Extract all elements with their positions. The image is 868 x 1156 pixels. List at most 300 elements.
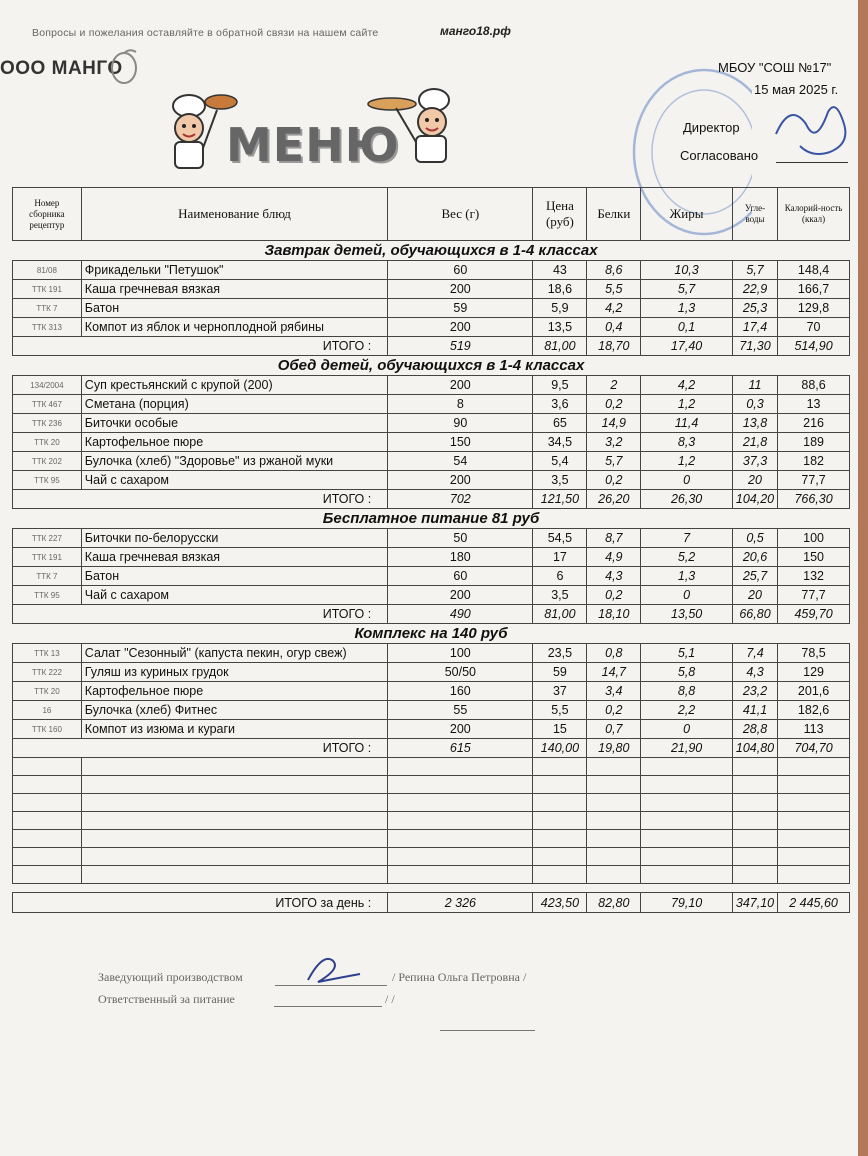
dish-carbs: 5,7	[732, 261, 777, 280]
table-edge	[858, 0, 868, 1156]
dish-price: 5,9	[533, 299, 587, 318]
table-row	[13, 663, 850, 682]
responsible-signature-line	[274, 1006, 382, 1007]
dish-name: Салат "Сезонный" (капуста пекин, огур свеж)	[81, 644, 387, 663]
blank-cell	[388, 794, 533, 812]
blank-cell	[533, 758, 587, 776]
dish-protein: 3,4	[587, 682, 641, 701]
blank-cell	[587, 830, 641, 848]
blank-cell	[13, 758, 82, 776]
school-name: МБОУ "СОШ №17"	[718, 60, 832, 75]
dish-price: 43	[533, 261, 587, 280]
dish-protein: 4,2	[587, 299, 641, 318]
blank-cell	[641, 848, 733, 866]
dish-kcal: 88,6	[778, 376, 850, 395]
total-protein: 18,70	[587, 337, 641, 356]
col-weight-header: Вес (г)	[388, 188, 533, 241]
dish-fat: 1,3	[641, 567, 733, 586]
blank-cell	[13, 830, 82, 848]
dish-protein: 3,2	[587, 433, 641, 452]
recipe-code: ТТК 313	[13, 318, 82, 337]
recipe-code: ТТК 191	[13, 548, 82, 567]
mango-icon	[106, 46, 142, 86]
dish-price: 5,5	[533, 701, 587, 720]
day-total-row	[13, 893, 850, 913]
blank-cell	[587, 794, 641, 812]
dish-fat: 5,1	[641, 644, 733, 663]
blank-cell	[732, 866, 777, 884]
total-carbs: 104,20	[732, 490, 777, 509]
website-link: манго18.рф	[440, 24, 511, 38]
dish-protein: 2	[587, 376, 641, 395]
blank-cell	[778, 758, 850, 776]
chef-right-icon	[366, 86, 464, 178]
total-weight: 490	[388, 605, 533, 624]
total-weight: 615	[388, 739, 533, 758]
dish-fat: 5,7	[641, 280, 733, 299]
blank-row	[13, 758, 850, 776]
dish-fat: 1,3	[641, 299, 733, 318]
dish-carbs: 17,4	[732, 318, 777, 337]
dish-price: 3,5	[533, 471, 587, 490]
recipe-code: 16	[13, 701, 82, 720]
dish-carbs: 41,1	[732, 701, 777, 720]
dish-fat: 10,3	[641, 261, 733, 280]
total-kcal: 704,70	[778, 739, 850, 758]
blank-row	[13, 848, 850, 866]
table-row	[13, 720, 850, 739]
total-label: ИТОГО :	[13, 605, 388, 624]
blank-cell	[641, 830, 733, 848]
dish-price: 13,5	[533, 318, 587, 337]
dish-weight: 200	[388, 471, 533, 490]
table-row	[13, 299, 850, 318]
dish-kcal: 189	[778, 433, 850, 452]
dish-kcal: 113	[778, 720, 850, 739]
blank-cell	[732, 830, 777, 848]
dish-kcal: 150	[778, 548, 850, 567]
col-kcal-header: Калорий-ность (ккал)	[778, 188, 850, 241]
blank-cell	[778, 812, 850, 830]
blank-cell	[13, 776, 82, 794]
blank-cell	[732, 848, 777, 866]
dish-fat: 4,2	[641, 376, 733, 395]
dish-fat: 7	[641, 529, 733, 548]
dish-price: 54,5	[533, 529, 587, 548]
dish-price: 23,5	[533, 644, 587, 663]
dish-carbs: 20,6	[732, 548, 777, 567]
table-row	[13, 318, 850, 337]
blank-cell	[81, 794, 387, 812]
dish-weight: 200	[388, 280, 533, 299]
menu-table	[12, 187, 850, 913]
dish-kcal: 100	[778, 529, 850, 548]
section-total-row	[13, 490, 850, 509]
dish-protein: 14,7	[587, 663, 641, 682]
blank-cell	[533, 776, 587, 794]
company-logo: ООО МАНГО	[0, 58, 123, 79]
director-label: Директор	[683, 120, 740, 135]
blank-cell	[388, 776, 533, 794]
col-code-header: Номер сборника рецептур	[13, 188, 82, 241]
dish-price: 3,6	[533, 395, 587, 414]
dish-carbs: 20	[732, 586, 777, 605]
recipe-code: 81/08	[13, 261, 82, 280]
dish-kcal: 166,7	[778, 280, 850, 299]
production-signature-icon	[298, 950, 368, 990]
blank-cell	[587, 812, 641, 830]
dish-price: 17	[533, 548, 587, 567]
total-carbs: 71,30	[732, 337, 777, 356]
dish-protein: 8,6	[587, 261, 641, 280]
dish-fat: 0	[641, 586, 733, 605]
section-total-row	[13, 739, 850, 758]
responsible-name: / /	[385, 992, 395, 1006]
dish-carbs: 22,9	[732, 280, 777, 299]
day-total-carbs: 347,10	[732, 893, 777, 913]
section-title: Комплекс на 140 руб	[13, 624, 850, 644]
dish-protein: 5,5	[587, 280, 641, 299]
dish-name: Каша гречневая вязкая	[81, 548, 387, 567]
blank-row	[13, 830, 850, 848]
dish-name: Компот из яблок и черноплодной рябины	[81, 318, 387, 337]
blank-cell	[533, 794, 587, 812]
blank-cell	[778, 830, 850, 848]
blank-cell	[81, 758, 387, 776]
dish-carbs: 11	[732, 376, 777, 395]
blank-cell	[778, 866, 850, 884]
recipe-code: ТТК 13	[13, 644, 82, 663]
table-row	[13, 567, 850, 586]
table-row	[13, 586, 850, 605]
blank-cell	[732, 794, 777, 812]
dish-kcal: 13	[778, 395, 850, 414]
section-total-row	[13, 605, 850, 624]
dish-name: Биточки особые	[81, 414, 387, 433]
dish-price: 18,6	[533, 280, 587, 299]
recipe-code: ТТК 20	[13, 682, 82, 701]
blank-row	[13, 776, 850, 794]
blank-cell	[778, 848, 850, 866]
blank-row	[13, 812, 850, 830]
dish-protein: 0,2	[587, 701, 641, 720]
blank-cell	[587, 758, 641, 776]
dish-weight: 200	[388, 318, 533, 337]
total-price: 121,50	[533, 490, 587, 509]
dish-protein: 0,2	[587, 586, 641, 605]
extra-signature-line	[440, 1030, 535, 1031]
total-carbs: 66,80	[732, 605, 777, 624]
dish-kcal: 216	[778, 414, 850, 433]
production-head-label: Заведующий производством	[98, 970, 243, 984]
blank-cell	[732, 812, 777, 830]
recipe-code: ТТК 95	[13, 586, 82, 605]
total-price: 81,00	[533, 337, 587, 356]
blank-cell	[388, 758, 533, 776]
dish-fat: 1,2	[641, 395, 733, 414]
dish-carbs: 21,8	[732, 433, 777, 452]
blank-cell	[533, 830, 587, 848]
dish-name: Сметана (порция)	[81, 395, 387, 414]
dish-name: Чай с сахаром	[81, 586, 387, 605]
section-total-row	[13, 337, 850, 356]
dish-name: Фрикадельки "Петушок"	[81, 261, 387, 280]
total-kcal: 766,30	[778, 490, 850, 509]
dish-price: 9,5	[533, 376, 587, 395]
section-title-row	[13, 624, 850, 644]
dish-fat: 2,2	[641, 701, 733, 720]
responsible-label: Ответственный за питание	[98, 992, 235, 1006]
dish-fat: 8,8	[641, 682, 733, 701]
dish-kcal: 129	[778, 663, 850, 682]
dish-weight: 60	[388, 261, 533, 280]
dish-kcal: 77,7	[778, 471, 850, 490]
dish-weight: 150	[388, 433, 533, 452]
recipe-code: 134/2004	[13, 376, 82, 395]
table-row	[13, 548, 850, 567]
dish-carbs: 28,8	[732, 720, 777, 739]
table-row	[13, 644, 850, 663]
total-label: ИТОГО :	[13, 490, 388, 509]
day-total-label: ИТОГО за день :	[13, 893, 388, 913]
dish-fat: 1,2	[641, 452, 733, 471]
dish-carbs: 0,5	[732, 529, 777, 548]
feedback-note: Вопросы и пожелания оставляйте в обратной связи на нашем сайте	[32, 27, 379, 39]
blank-cell	[533, 866, 587, 884]
dish-carbs: 23,2	[732, 682, 777, 701]
dish-kcal: 70	[778, 318, 850, 337]
approval-date: 15 мая 2025 г.	[754, 82, 839, 97]
total-kcal: 514,90	[778, 337, 850, 356]
blank-cell	[13, 794, 82, 812]
dish-carbs: 25,7	[732, 567, 777, 586]
blank-cell	[81, 776, 387, 794]
dish-protein: 8,7	[587, 529, 641, 548]
dish-name: Компот из изюма и кураги	[81, 720, 387, 739]
dish-price: 6	[533, 567, 587, 586]
blank-cell	[641, 758, 733, 776]
total-price: 140,00	[533, 739, 587, 758]
dish-protein: 14,9	[587, 414, 641, 433]
dish-kcal: 201,6	[778, 682, 850, 701]
blank-cell	[533, 812, 587, 830]
dish-protein: 0,7	[587, 720, 641, 739]
dish-price: 34,5	[533, 433, 587, 452]
total-protein: 26,20	[587, 490, 641, 509]
dish-price: 15	[533, 720, 587, 739]
dish-protein: 5,7	[587, 452, 641, 471]
dish-kcal: 129,8	[778, 299, 850, 318]
dish-weight: 60	[388, 567, 533, 586]
dish-name: Батон	[81, 567, 387, 586]
dish-name: Гуляш из куриных грудок	[81, 663, 387, 682]
recipe-code: ТТК 202	[13, 452, 82, 471]
dish-protein: 4,9	[587, 548, 641, 567]
blank-cell	[641, 812, 733, 830]
dish-price: 65	[533, 414, 587, 433]
dish-weight: 54	[388, 452, 533, 471]
recipe-code: ТТК 7	[13, 299, 82, 318]
total-label: ИТОГО :	[13, 739, 388, 758]
blank-cell	[587, 866, 641, 884]
col-protein-header: Белки	[587, 188, 641, 241]
total-label: ИТОГО :	[13, 337, 388, 356]
dish-kcal: 182,6	[778, 701, 850, 720]
dish-weight: 50/50	[388, 663, 533, 682]
dish-carbs: 13,8	[732, 414, 777, 433]
dish-weight: 8	[388, 395, 533, 414]
dish-carbs: 37,3	[732, 452, 777, 471]
blank-cell	[778, 794, 850, 812]
blank-cell	[388, 848, 533, 866]
blank-cell	[81, 812, 387, 830]
total-carbs: 104,80	[732, 739, 777, 758]
spacer-row	[13, 884, 850, 893]
dish-protein: 0,4	[587, 318, 641, 337]
dish-name: Батон	[81, 299, 387, 318]
recipe-code: ТТК 191	[13, 280, 82, 299]
section-title-row	[13, 509, 850, 529]
dish-weight: 90	[388, 414, 533, 433]
blank-cell	[533, 848, 587, 866]
dish-name: Картофельное пюре	[81, 682, 387, 701]
table-row	[13, 414, 850, 433]
dish-fat: 0,1	[641, 318, 733, 337]
day-total-price: 423,50	[533, 893, 587, 913]
dish-name: Биточки по-белорусски	[81, 529, 387, 548]
table-row	[13, 682, 850, 701]
dish-protein: 0,2	[587, 395, 641, 414]
recipe-code: ТТК 20	[13, 433, 82, 452]
dish-kcal: 132	[778, 567, 850, 586]
table-row	[13, 261, 850, 280]
recipe-code: ТТК 467	[13, 395, 82, 414]
day-total-weight: 2 326	[388, 893, 533, 913]
blank-cell	[732, 758, 777, 776]
dish-weight: 100	[388, 644, 533, 663]
blank-row	[13, 866, 850, 884]
dish-kcal: 78,5	[778, 644, 850, 663]
blank-cell	[388, 812, 533, 830]
recipe-code: ТТК 222	[13, 663, 82, 682]
dish-price: 59	[533, 663, 587, 682]
dish-weight: 200	[388, 376, 533, 395]
section-title-row	[13, 356, 850, 376]
blank-row	[13, 794, 850, 812]
blank-cell	[81, 848, 387, 866]
dish-weight: 160	[388, 682, 533, 701]
blank-cell	[13, 866, 82, 884]
dish-carbs: 0,3	[732, 395, 777, 414]
total-kcal: 459,70	[778, 605, 850, 624]
dish-carbs: 25,3	[732, 299, 777, 318]
blank-cell	[388, 866, 533, 884]
agreed-label: Согласовано	[680, 148, 759, 163]
blank-cell	[13, 812, 82, 830]
blank-cell	[587, 776, 641, 794]
section-title-row	[13, 241, 850, 261]
table-header-row	[13, 188, 850, 241]
dish-name: Каша гречневая вязкая	[81, 280, 387, 299]
table-row	[13, 452, 850, 471]
dish-weight: 200	[388, 586, 533, 605]
total-fat: 21,90	[641, 739, 733, 758]
recipe-code: ТТК 95	[13, 471, 82, 490]
dish-protein: 0,8	[587, 644, 641, 663]
dish-name: Булочка (хлеб) Фитнес	[81, 701, 387, 720]
day-total-fat: 79,10	[641, 893, 733, 913]
table-row	[13, 471, 850, 490]
total-weight: 702	[388, 490, 533, 509]
blank-cell	[388, 830, 533, 848]
section-title: Бесплатное питание 81 руб	[13, 509, 850, 529]
dish-weight: 200	[388, 720, 533, 739]
table-row	[13, 433, 850, 452]
total-weight: 519	[388, 337, 533, 356]
total-protein: 18,10	[587, 605, 641, 624]
dish-carbs: 20	[732, 471, 777, 490]
dish-price: 5,4	[533, 452, 587, 471]
col-carbs-header: Угле-воды	[732, 188, 777, 241]
blank-cell	[641, 794, 733, 812]
blank-cell	[81, 866, 387, 884]
dish-protein: 4,3	[587, 567, 641, 586]
dish-name: Суп крестьянский с крупой (200)	[81, 376, 387, 395]
table-row	[13, 280, 850, 299]
blank-cell	[587, 848, 641, 866]
section-title: Завтрак детей, обучающихся в 1-4 классах	[13, 241, 850, 261]
col-name-header: Наименование блюд	[81, 188, 387, 241]
dish-fat: 5,2	[641, 548, 733, 567]
blank-cell	[778, 776, 850, 794]
menu-title: МЕНЮ	[226, 118, 400, 172]
blank-cell	[641, 776, 733, 794]
total-fat: 26,30	[641, 490, 733, 509]
dish-kcal: 148,4	[778, 261, 850, 280]
total-protein: 19,80	[587, 739, 641, 758]
total-fat: 17,40	[641, 337, 733, 356]
blank-cell	[641, 866, 733, 884]
dish-name: Булочка (хлеб) "Здоровье" из ржаной муки	[81, 452, 387, 471]
dish-fat: 0	[641, 471, 733, 490]
dish-price: 3,5	[533, 586, 587, 605]
director-signature-icon	[770, 94, 860, 166]
dish-name: Картофельное пюре	[81, 433, 387, 452]
blank-cell	[13, 848, 82, 866]
dish-fat: 11,4	[641, 414, 733, 433]
dish-carbs: 4,3	[732, 663, 777, 682]
dish-fat: 5,8	[641, 663, 733, 682]
dish-fat: 8,3	[641, 433, 733, 452]
dish-weight: 50	[388, 529, 533, 548]
recipe-code: ТТК 227	[13, 529, 82, 548]
total-price: 81,00	[533, 605, 587, 624]
production-head-name: / Репина Ольга Петровна /	[392, 970, 527, 984]
total-fat: 13,50	[641, 605, 733, 624]
dish-kcal: 182	[778, 452, 850, 471]
section-title: Обед детей, обучающихся в 1-4 классах	[13, 356, 850, 376]
blank-cell	[732, 776, 777, 794]
day-total-kcal: 2 445,60	[778, 893, 850, 913]
col-fat-header: Жиры	[641, 188, 733, 241]
dish-weight: 59	[388, 299, 533, 318]
dish-carbs: 7,4	[732, 644, 777, 663]
blank-cell	[81, 830, 387, 848]
dish-name: Чай с сахаром	[81, 471, 387, 490]
dish-fat: 0	[641, 720, 733, 739]
recipe-code: ТТК 7	[13, 567, 82, 586]
dish-kcal: 77,7	[778, 586, 850, 605]
